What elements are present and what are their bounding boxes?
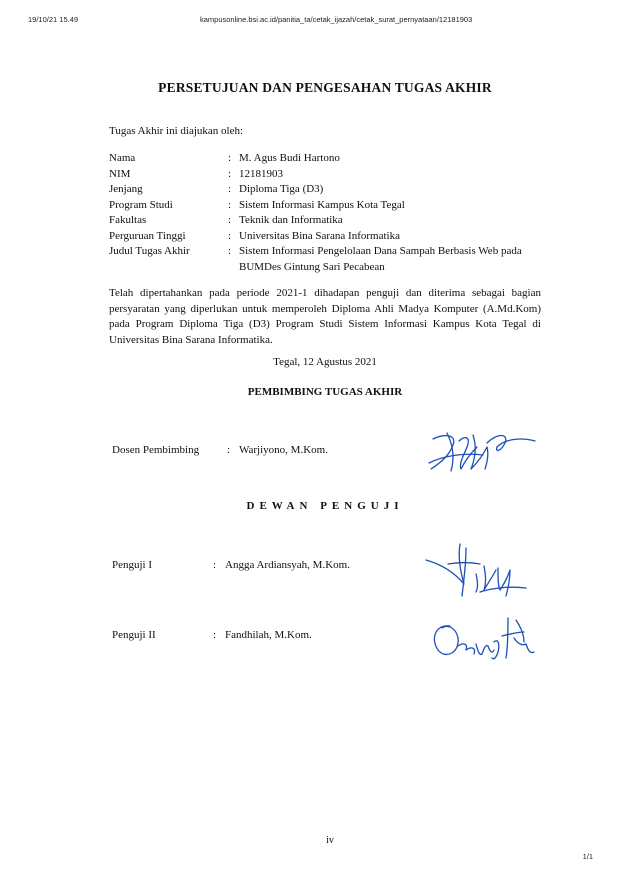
dewan-penguji-heading: DEWAN PENGUJI: [246, 500, 404, 512]
info-row-jenjang: [109, 182, 541, 198]
signature-penguji-1: [420, 540, 530, 602]
approval-paragraph: Telah dipertahankan pada periode 2021-1 dihadapan penguji dan diterima sebagai bagian persyaratan yang diperlukan untuk memperoleh Diploma Ahli Madya Komputer (A.Md.Kom) pada Program Diploma Tiga (D3) Program Studi Sistem Informasi Kampus Kota Tegal di Universitas Bina Sarana Informatika.: [109, 287, 541, 346]
info-value: 12181903: [239, 167, 283, 180]
info-label: Perguruan Tinggi: [109, 229, 186, 242]
signer-colon: :: [213, 559, 217, 571]
info-label: Program Studi: [109, 198, 173, 211]
info-colon: :: [228, 183, 232, 195]
pembimbing-heading: PEMBIMBING TUGAS AKHIR: [247, 386, 403, 398]
info-row-nama: [109, 151, 541, 167]
signer-colon: :: [227, 444, 231, 456]
signer-label: Dosen Pembimbing: [112, 444, 200, 456]
dosen-pembimbing-row: [112, 444, 328, 456]
info-label: Judul Tugas Akhir: [109, 245, 190, 257]
info-value: Sistem Informasi Kampus Kota Tegal: [239, 198, 405, 211]
info-colon: :: [228, 198, 232, 211]
info-label: NIM: [109, 167, 131, 180]
info-value: Teknik dan Informatika: [239, 214, 343, 226]
document-title: PERSETUJUAN DAN PENGESAHAN TUGAS AKHIR: [158, 80, 492, 95]
info-row-perguruan-tinggi: [109, 229, 541, 245]
print-url: kampusonline.bsi.ac.id/panitia_ta/cetak_ijazah/cetak_surat_pernyataan/12181903: [200, 15, 473, 24]
signer-name: Fandhilah, M.Kom.: [225, 629, 312, 641]
signer-label: Penguji II: [112, 629, 156, 641]
signer-label: Penguji I: [112, 559, 153, 571]
print-page-count: 1/1: [582, 852, 593, 861]
info-label: Nama: [109, 152, 136, 164]
info-value: Sistem Informasi Pengelolaan Dana Sampah Berbasis Web pada BUMDes Gintung Sari Pecabean: [239, 245, 522, 273]
info-row-program-studi: [109, 198, 541, 214]
info-row-judul: [109, 244, 541, 275]
info-label: Fakultas: [109, 214, 147, 226]
info-value: Universitas Bina Sarana Informatika: [239, 229, 400, 242]
signature-dosen-pembimbing: [425, 425, 537, 477]
print-datetime: 19/10/21 15.49: [28, 15, 79, 24]
info-value: Diploma Tiga (D3): [239, 183, 324, 195]
signer-name: Angga Ardiansyah, M.Kom.: [225, 559, 350, 571]
info-value: M. Agus Budi Hartono: [239, 152, 340, 164]
signer-name: Warjiyono, M.Kom.: [239, 444, 328, 456]
penguji-1-row: [112, 559, 350, 571]
signer-colon: :: [213, 629, 217, 641]
place-date: Tegal, 12 Agustus 2021: [273, 356, 377, 368]
info-colon: :: [228, 245, 232, 257]
info-colon: :: [228, 214, 232, 226]
info-row-nim: [109, 167, 541, 183]
info-colon: :: [228, 229, 232, 242]
info-label: Jenjang: [109, 183, 143, 195]
student-info-table: [109, 151, 541, 275]
info-colon: :: [228, 152, 232, 164]
intro-text: Tugas Akhir ini diajukan oleh:: [109, 125, 244, 137]
penguji-2-row: [112, 629, 312, 641]
info-colon: :: [228, 167, 232, 180]
info-row-fakultas: [109, 213, 541, 229]
signature-penguji-2: [428, 612, 540, 668]
page-number: iv: [326, 835, 334, 846]
